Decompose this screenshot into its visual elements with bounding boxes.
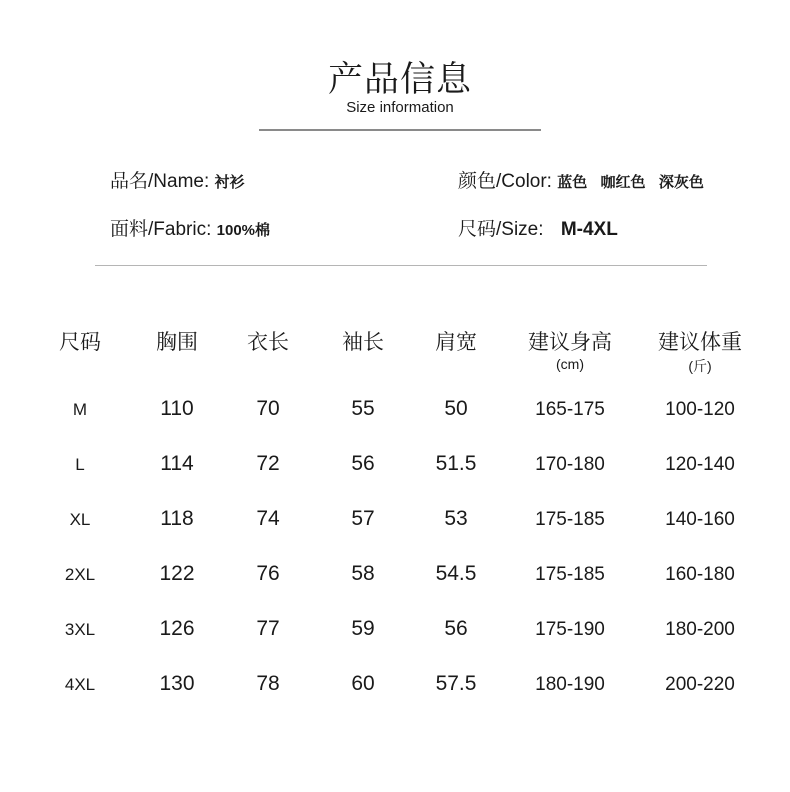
column-header: 衣长 [247, 331, 289, 354]
fabric-label: 面料/Fabric: [110, 219, 212, 240]
weight-unit: (斤) [688, 358, 712, 374]
table-cell: 72 [256, 452, 280, 475]
product-name-label: 品名/Name: [110, 171, 210, 192]
table-cell: 2XL [64, 565, 96, 584]
height-unit: (cm) [556, 356, 584, 372]
table-cell: 77 [256, 617, 280, 640]
product-name [110, 166, 245, 193]
table-cell: XL [69, 510, 91, 529]
color-option: 咖红色 [600, 174, 646, 191]
table-cell: 140-160 [665, 509, 735, 530]
table-cell: 51.5 [435, 452, 477, 475]
fabric-value: 100%棉 [216, 222, 271, 239]
table-cell: 180-190 [535, 674, 605, 695]
column-header: 袖长 [342, 331, 384, 354]
size-label: 尺码/Size: [458, 219, 544, 240]
table-cell: 78 [256, 672, 280, 695]
table-cell: 114 [160, 452, 194, 475]
column-header: 胸围 [156, 331, 198, 354]
table-cell: 58 [351, 562, 375, 585]
product-name-value: 衬衫 [214, 174, 245, 191]
table-cell: 4XL [64, 675, 96, 694]
info-divider [95, 265, 707, 266]
table-cell: 53 [444, 507, 468, 530]
size-value: M-4XL [560, 219, 618, 240]
table-cell: 50 [444, 397, 468, 420]
table-cell: 57 [351, 507, 375, 530]
table-cell: 120-140 [665, 454, 735, 475]
table-cell: 130 [159, 672, 195, 695]
table-cell: 175-185 [535, 564, 605, 585]
table-cell: 165-175 [535, 399, 605, 420]
column-header: 肩宽 [435, 331, 477, 354]
color-label: 颜色/Color: [458, 171, 552, 192]
table-cell: 100-120 [665, 399, 735, 420]
table-cell: 55 [351, 397, 375, 420]
product-colors [458, 166, 704, 193]
column-header: 建议身高 [528, 331, 612, 354]
page-title: 产品信息 [327, 60, 472, 100]
product-fabric [110, 214, 270, 241]
color-option: 蓝色 [557, 174, 588, 191]
table-cell: 126 [159, 617, 195, 640]
page-subtitle: Size information [346, 99, 454, 116]
title-divider [259, 129, 541, 131]
table-cell: 175-190 [535, 619, 605, 640]
table-cell: 122 [159, 562, 195, 585]
table-cell: 175-185 [535, 509, 605, 530]
table-cell: 56 [351, 452, 375, 475]
table-cell: 160-180 [665, 564, 735, 585]
color-option: 深灰色 [658, 174, 704, 191]
column-header: 建议体重 [658, 331, 742, 354]
table-cell: 54.5 [435, 562, 477, 585]
table-cell: L [75, 455, 85, 474]
table-cell: 57.5 [435, 672, 477, 695]
table-cell: 70 [256, 397, 280, 420]
table-cell: 56 [444, 617, 468, 640]
table-cell: 76 [256, 562, 280, 585]
table-cell: 59 [351, 617, 375, 640]
table-cell: M [72, 400, 88, 419]
table-cell: 60 [351, 672, 375, 695]
table-cell: 110 [160, 397, 194, 420]
table-cell: 3XL [64, 620, 96, 639]
table-cell: 170-180 [535, 454, 605, 475]
product-size-range [458, 214, 618, 241]
column-header: 尺码 [59, 331, 101, 354]
table-cell: 118 [160, 507, 194, 530]
table-cell: 200-220 [665, 674, 735, 695]
table-cell: 180-200 [665, 619, 735, 640]
table-cell: 74 [256, 507, 280, 530]
